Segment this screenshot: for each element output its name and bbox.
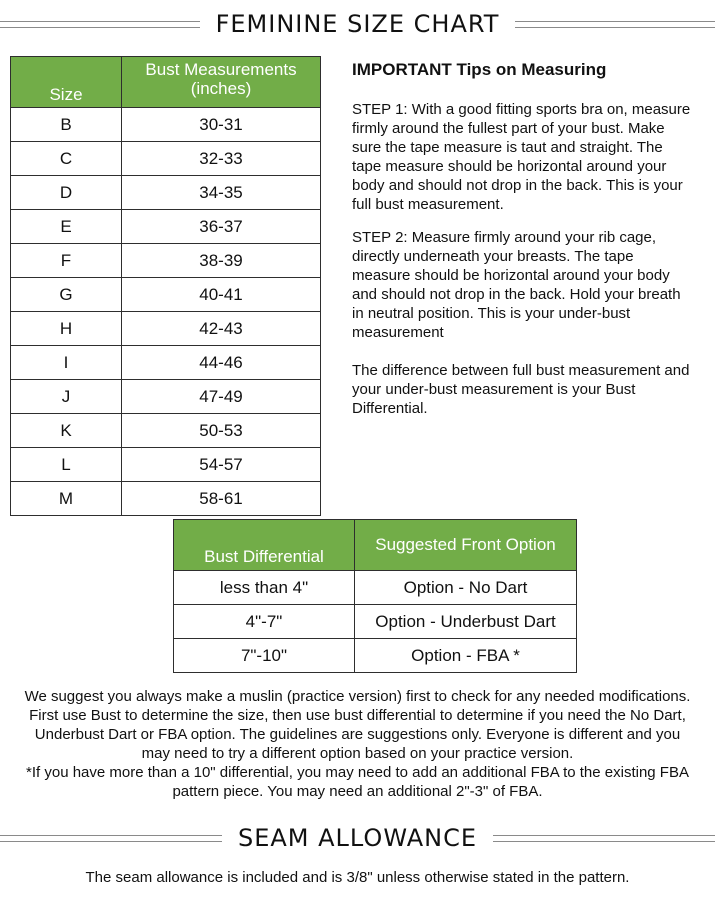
diff-table-header-row xyxy=(174,520,577,571)
tips-step-1: STEP 1: With a good fitting sports bra on, measure firmly around the fullest part of your bust. Make sure the tape measure is taut and straight. The tape measure should be horizontal around your body and should not drop in the back. This is your full bust measurement. xyxy=(352,101,691,213)
seam-allowance-heading xyxy=(0,824,715,852)
bust-measurement-cell: 40-41 xyxy=(122,278,321,312)
size-chart-heading xyxy=(0,10,715,38)
differential-column-header: Bust Differential xyxy=(174,520,355,571)
size-cell: G xyxy=(11,278,122,312)
table-row xyxy=(11,380,321,414)
bust-measurement-cell: 38-39 xyxy=(122,244,321,278)
size-cell: J xyxy=(11,380,122,414)
bust-measurement-cell: 50-53 xyxy=(122,414,321,448)
bust-differential-table xyxy=(173,519,577,673)
table-row xyxy=(11,244,321,278)
bust-measurement-cell: 54-57 xyxy=(122,448,321,482)
table-row xyxy=(11,346,321,380)
bust-measurement-cell: 36-37 xyxy=(122,210,321,244)
heading-rule-right xyxy=(515,21,715,28)
table-row xyxy=(174,571,577,605)
option-column-header: Suggested Front Option xyxy=(355,520,577,571)
suggestion-text: We suggest you always make a muslin (practice version) first to check for any needed modifications. First use Bust to determine the size, then use bust differential to determine if you need the No Dart, Underbust Dart or FBA option. The guidelines are suggestions only. Everyone is different and you may need to try a different option based on your practice version. xyxy=(24,688,691,762)
table-row xyxy=(11,210,321,244)
table-row xyxy=(11,414,321,448)
bust-differential-cell: 4"-7" xyxy=(174,605,355,639)
bust-measurement-cell: 42-43 xyxy=(122,312,321,346)
seam-allowance-note: The seam allowance is included and is 3/8" unless otherwise stated in the pattern. xyxy=(85,869,630,886)
page-title: FEMININE SIZE CHART xyxy=(215,10,500,38)
seam-title: SEAM ALLOWANCE xyxy=(237,824,478,852)
table-row xyxy=(11,142,321,176)
size-cell: B xyxy=(11,108,122,142)
fba-footnote: *If you have more than a 10" differential, you may need to add an additional FBA to the existing FBA pattern piece. You may need an additional 2"-3" of FBA. xyxy=(26,764,689,800)
muslin-suggestion xyxy=(20,687,695,801)
size-cell: F xyxy=(11,244,122,278)
size-cell: H xyxy=(11,312,122,346)
size-cell: L xyxy=(11,448,122,482)
heading-rule-left xyxy=(0,835,222,842)
table-row xyxy=(11,108,321,142)
table-row xyxy=(11,312,321,346)
size-cell: I xyxy=(11,346,122,380)
table-row xyxy=(174,605,577,639)
bust-measurement-cell: 32-33 xyxy=(122,142,321,176)
tips-title: IMPORTANT Tips on Measuring xyxy=(352,60,607,79)
table-row xyxy=(11,448,321,482)
table-row xyxy=(174,639,577,673)
size-cell: K xyxy=(11,414,122,448)
size-column-header: Size xyxy=(11,57,122,108)
tips-step-2: STEP 2: Measure firmly around your rib cage, directly underneath your breasts. The tape measure should be horizontal around your body and should not drop in the back. Hold your breath in neutral position. This is your under-bust measurement xyxy=(352,229,681,341)
measuring-tips xyxy=(352,60,692,432)
bust-measurement-cell: 30-31 xyxy=(122,108,321,142)
size-table xyxy=(10,56,321,516)
bust-column-header: Bust Measurements (inches) xyxy=(122,57,321,108)
table-row xyxy=(11,482,321,516)
size-cell: E xyxy=(11,210,122,244)
heading-rule-left xyxy=(0,21,200,28)
table-row xyxy=(11,278,321,312)
bust-measurement-cell: 44-46 xyxy=(122,346,321,380)
front-option-cell: Option - FBA * xyxy=(355,639,577,673)
tips-difference: The difference between full bust measurement and your under-bust measurement is your Bust Differential. xyxy=(352,362,690,417)
bust-measurement-cell: 34-35 xyxy=(122,176,321,210)
size-cell: C xyxy=(11,142,122,176)
size-cell: D xyxy=(11,176,122,210)
heading-rule-right xyxy=(493,835,715,842)
size-table-header-row xyxy=(11,57,321,108)
size-cell: M xyxy=(11,482,122,516)
bust-measurement-cell: 47-49 xyxy=(122,380,321,414)
table-row xyxy=(11,176,321,210)
front-option-cell: Option - Underbust Dart xyxy=(355,605,577,639)
bust-differential-cell: 7"-10" xyxy=(174,639,355,673)
bust-differential-cell: less than 4" xyxy=(174,571,355,605)
bust-measurement-cell: 58-61 xyxy=(122,482,321,516)
front-option-cell: Option - No Dart xyxy=(355,571,577,605)
